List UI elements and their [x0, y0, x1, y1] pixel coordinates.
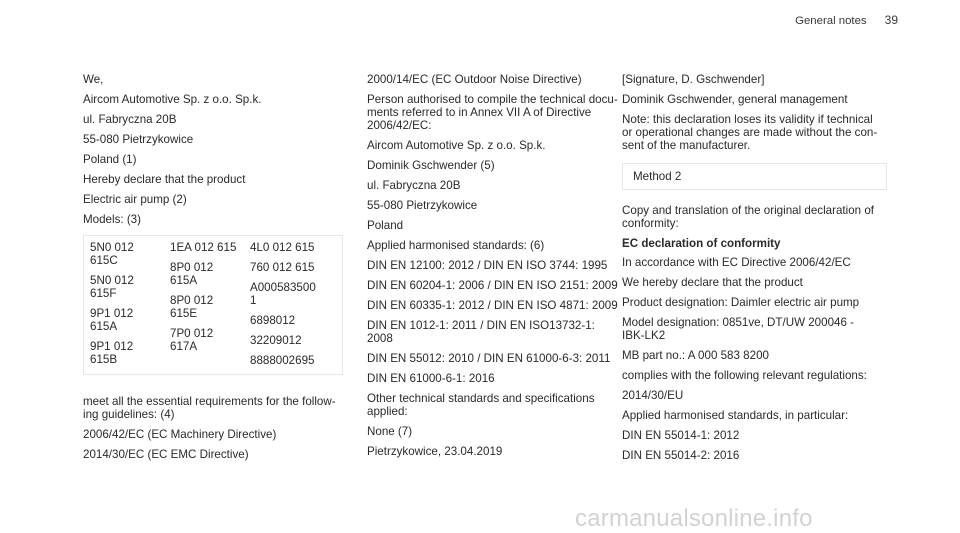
- text-line: MB part no.: A 000 583 8200: [622, 349, 769, 362]
- model-number: 7P0 012 617A: [170, 327, 214, 353]
- page-header: [795, 13, 898, 27]
- model-number: 8P0 012 615E: [170, 294, 214, 320]
- signature-block: [622, 73, 884, 152]
- text-line: Dominik Gschwender (5): [367, 159, 495, 172]
- ec-declaration-title: EC declaration of conformity: [622, 237, 781, 250]
- text-line: 2014/30/EC (EC EMC Directive): [83, 448, 249, 461]
- text-line: Pietrzykowice, 23.04.2019: [367, 445, 503, 458]
- text-line: Poland (1): [83, 153, 137, 166]
- text-line: Person authorised to compile the technical docu- ments referred to in Annex VII A of Directive 2006/42/EC:: [367, 93, 618, 132]
- text-line: Model designation: 0851ve, DT/UW 200046 - IBK-LK2: [622, 316, 855, 342]
- text-line: complies with the following relevant regulations:: [622, 369, 867, 382]
- model-number: 8888002695: [250, 354, 315, 367]
- text-line: DIN EN 61000-6-1: 2016: [367, 372, 495, 385]
- text-line: Applied harmonised standards, in particular:: [622, 409, 849, 422]
- model-number: 6898012: [250, 314, 296, 327]
- declaration-intro: [83, 73, 345, 226]
- models-column: [170, 241, 250, 367]
- text-line: DIN EN 60204-1: 2006 / DIN EN ISO 2151: 2009: [367, 279, 618, 292]
- text-line: Product designation: Daimler electric air pump: [622, 296, 860, 309]
- text-line: 2000/14/EC (EC Outdoor Noise Directive): [367, 73, 582, 86]
- copy-line: Copy and translation of the original declaration of conformity:: [622, 204, 874, 230]
- guidelines-text: [83, 395, 345, 461]
- models-table: [83, 235, 343, 375]
- text-line: DIN EN 60335-1: 2012 / DIN EN ISO 4871: 2009: [367, 299, 618, 312]
- text-line: DIN EN 55014-2: 2016: [622, 449, 740, 462]
- text-line: Other technical standards and specifications applied:: [367, 392, 595, 418]
- standards-text: [367, 73, 629, 458]
- models-column: [250, 241, 330, 367]
- text-line: Poland: [367, 219, 404, 232]
- text-line: None (7): [367, 425, 413, 438]
- text-line: DIN EN 12100: 2012 / DIN EN ISO 3744: 1995: [367, 259, 608, 272]
- watermark: carmanualsonline.info: [575, 505, 813, 532]
- text-line: Hereby declare that the product: [83, 173, 246, 186]
- column-left: [83, 73, 345, 468]
- text-line: ul. Fabryczna 20B: [83, 113, 177, 126]
- text-line: 55-080 Pietrzykowice: [367, 199, 478, 212]
- text-line: ul. Fabryczna 20B: [367, 179, 461, 192]
- model-number: 5N0 012 615C: [90, 241, 134, 267]
- model-number: 760 012 615: [250, 261, 315, 274]
- column-right: [622, 73, 884, 469]
- text-line: In accordance with EC Directive 2006/42/EC: [622, 256, 851, 269]
- text-line: DIN EN 55014-1: 2012: [622, 429, 740, 442]
- conformity-text: [622, 256, 884, 462]
- text-line: Dominik Gschwender, general management: [622, 93, 848, 106]
- text-line: We hereby declare that the product: [622, 276, 803, 289]
- text-line: DIN EN 1012-1: 2011 / DIN EN ISO13732-1: 2008: [367, 319, 595, 345]
- text-line: [Signature, D. Gschwender]: [622, 73, 765, 86]
- text-line: Models: (3): [83, 213, 141, 226]
- text-line: Applied harmonised standards: (6): [367, 239, 545, 252]
- model-number: A000583500 1: [250, 281, 316, 307]
- text-line: We,: [83, 73, 104, 86]
- section-title: General notes: [795, 15, 867, 27]
- model-number: 4L0 012 615: [250, 241, 315, 254]
- model-number: 9P1 012 615A: [90, 307, 134, 333]
- text-line: DIN EN 55012: 2010 / DIN EN 61000-6-3: 2011: [367, 352, 611, 365]
- text-line: Aircom Automotive Sp. z o.o. Sp.k.: [367, 139, 546, 152]
- text-line: 2014/30/EU: [622, 389, 684, 402]
- text-line: Aircom Automotive Sp. z o.o. Sp.k.: [83, 93, 262, 106]
- column-middle: [367, 73, 629, 465]
- model-number: 9P1 012 615B: [90, 340, 134, 366]
- text-line: 55-080 Pietrzykowice: [83, 133, 194, 146]
- text-line: Note: this declaration loses its validity if technical or operational changes are made without the con- sent of the manufacturer.: [622, 113, 878, 152]
- model-number: 1EA 012 615: [170, 241, 237, 254]
- text-line: 2006/42/EC (EC Machinery Directive): [83, 428, 277, 441]
- model-number: 32209012: [250, 334, 302, 347]
- method-title: Method 2: [633, 170, 682, 183]
- text-line: meet all the essential requirements for the follow- ing guidelines: (4): [83, 395, 336, 421]
- model-number: 8P0 012 615A: [170, 261, 214, 287]
- text-line: Electric air pump (2): [83, 193, 187, 206]
- model-number: 5N0 012 615F: [90, 274, 134, 300]
- page-number: 39: [884, 13, 898, 27]
- method-2-box: [622, 163, 887, 190]
- models-column: [90, 241, 170, 367]
